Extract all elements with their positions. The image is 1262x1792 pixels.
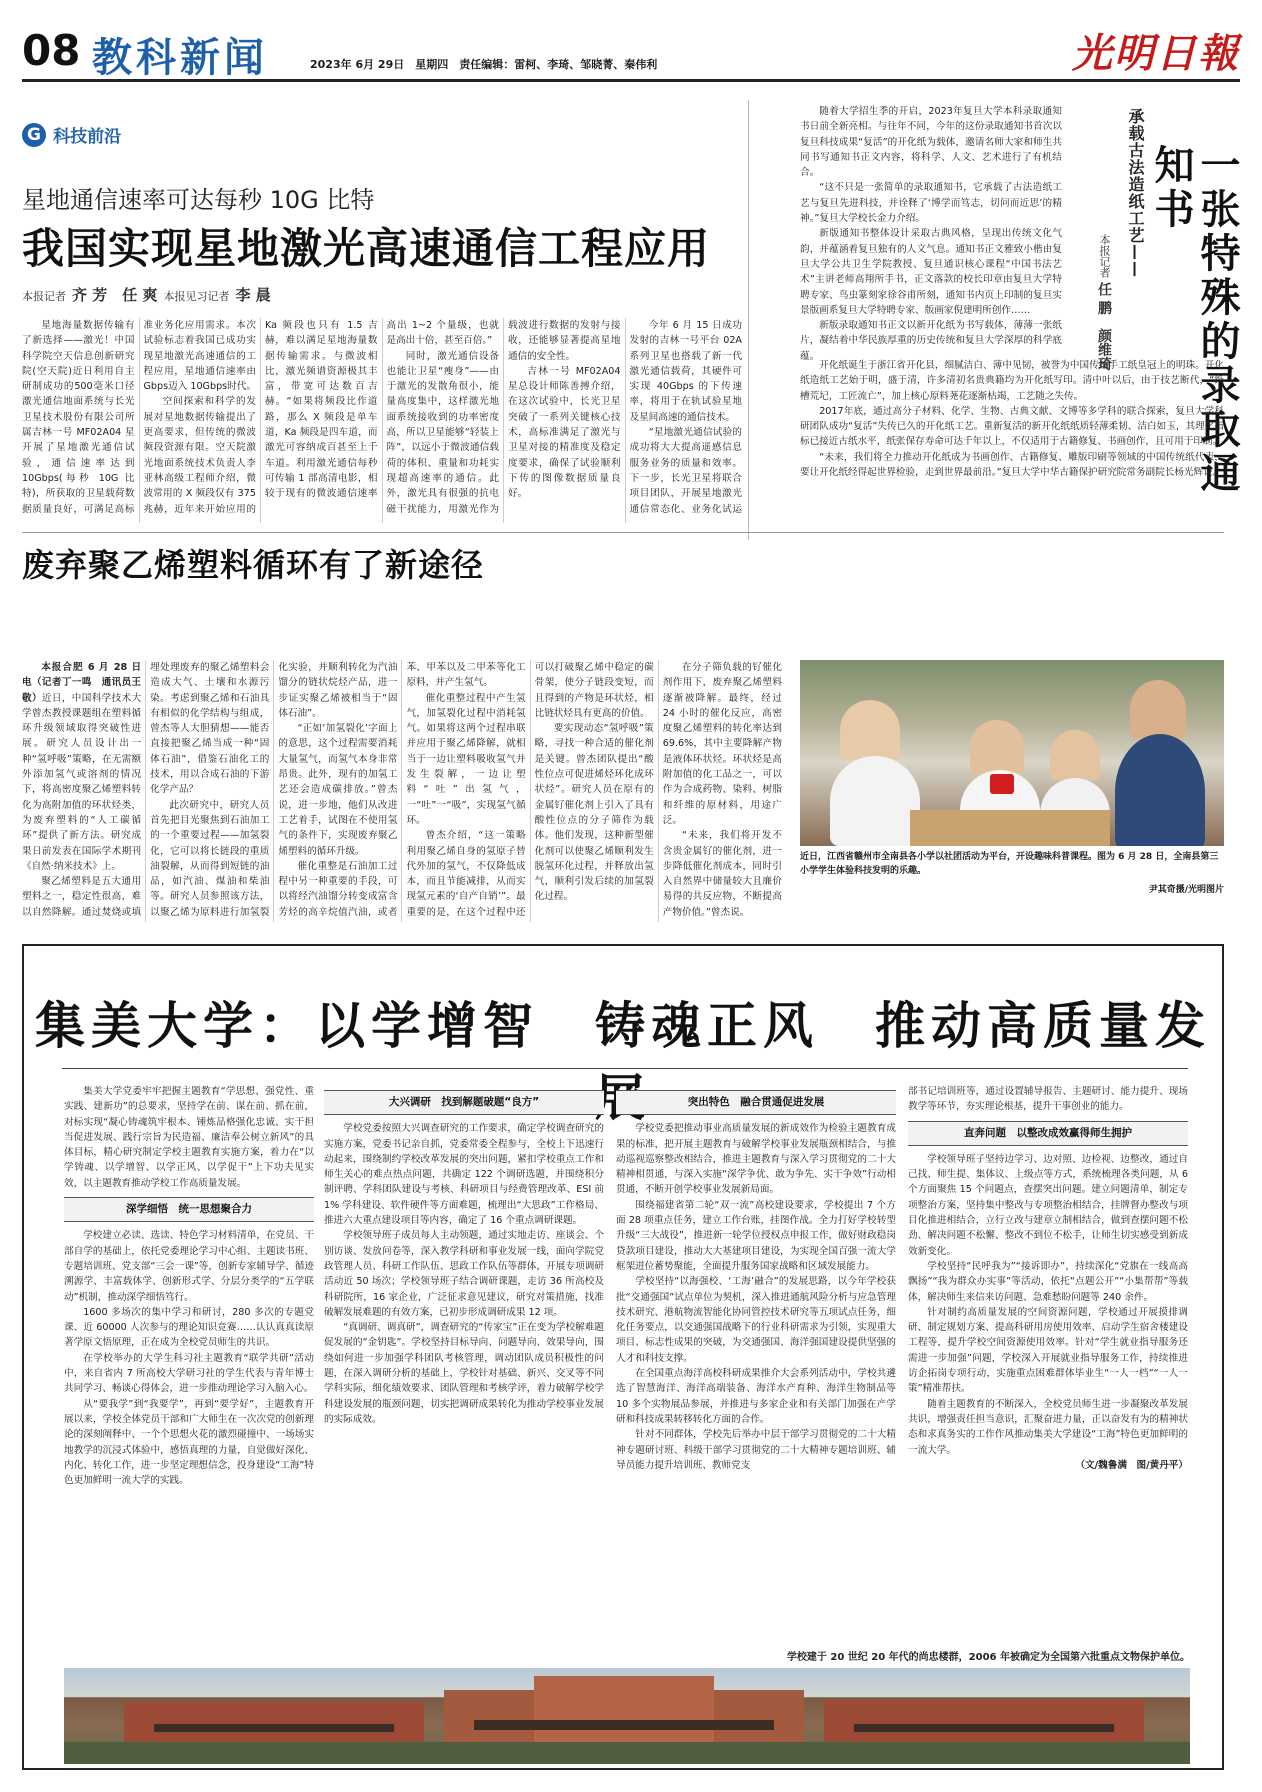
paragraph: “这不只是一张简单的录取通知书，它承载了古法造纸工艺与复旦先进科技，并诠释了‘博学而笃志，切问而近思’的精神。”复旦大学校长金力介绍。 bbox=[800, 182, 1062, 225]
g-logo-icon: G bbox=[22, 123, 46, 147]
paragraph: 新版通知书整体设计采取古典风格，呈现出传统文化气韵，并蕴涵着复旦独有的人文气息。通知书正文雅致小楷由复旦大学公共卫生学院教授、复旦通识核心课程“中国书法艺术”主讲老师高翔所手书，正文落款的校长印章由复旦大学特聘专家、鸟虫篆刻家徐谷甫所刻，通知书内页上印制的复旦实景版画系复旦大学特聘专家、版画家倪建明所创作…… bbox=[800, 228, 1062, 316]
signature: （文/魏鲁满 图/黄丹平） bbox=[1075, 1459, 1188, 1471]
paragraph: 空间探索和科学的发展对星地数据传输提出了更高要求，但传统的微波频段资源有限。空天院激光地面系统技术负责人李亚林高级工程师介绍，微波常用的 X 频段仅有 375 兆赫，近年来开始应用的 Ka 频段也只有 1.5 吉赫，难以满足星地海量数据传输需求。与微波相比，激光频谱资源极其丰富，带宽可达数百吉赫。“如果将频段比作道路，那么 X 频段是单车道，Ka 频段是四车道，而激光可容纳成百甚至上千车道。利用激光通信每秒可传输 1 部高清电影，相较于现有的微波通信速率高出 1~2 个量级，也就是高出十倍，甚至百倍。” bbox=[143, 320, 499, 515]
byline-mid: 本报见习记者 bbox=[163, 290, 230, 303]
masthead bbox=[22, 18, 1240, 82]
special-column-4 bbox=[908, 1084, 1188, 1644]
feature-byline bbox=[1094, 234, 1114, 375]
campus-building-photo bbox=[64, 1668, 1190, 1764]
paragraph: 随着主题教育的不断深入，全校党员师生进一步凝聚改革发展共识，增强责任担当意识，汇聚奋进力量，正以奋发有为的精神状态和求真务实的工作作风推动集美大学建设“工海”特色更加鲜明的一流大学。 bbox=[908, 1398, 1188, 1456]
paragraph: 学校党委按照大兴调查研究的工作要求，确定学校调查研究的实施方案，党委书记亲自抓，党委常委全程参与，全校上下迅速行动起来，围绕制约学校改革发展的突出问题，紧扣学校重点工作和师生关心的难点热点问题，共确定 122 个调研选题，并围绕积分制评聘、学科团队建设与考核、科研项目与经费管理改革、ESI 前 1% 学科建设、软件硬件等方面难题，梳理出“大思政”工作格局、推进六大重点建设项目等内容，确定了 16 个重点调研课题。 bbox=[324, 1123, 604, 1227]
article1-headline: 我国实现星地激光高速通信工程应用 bbox=[22, 224, 711, 273]
paragraph: 从“要我学”到“我要学”，再到“要学好”，主题教育开展以来，学校全体党员干部和广大师生在一次次党的创新理论的深刻阐释中、一个个思想火花的激烈碰撞中、一场场实地教学的沉浸式体验中，感悟真理的力量，自觉做好深化、内化、转化工作，进一步坚定理想信念，投身建设“工海”特色更加鲜明一流大学的实践。 bbox=[64, 1398, 314, 1487]
photo-caption: 学校建于 20 世纪 20 年代的尚忠楼群，2006 年被确定为全国第六批重点文物保护单位。 bbox=[786, 1652, 1190, 1663]
paragraph: 集美大学党委牢牢把握主题教育“学思想、强党性、重实践、建新功”的总要求，坚持学在前、谋在前、抓在前，对标实现“凝心铸魂筑牢根本、锤炼品格强化忠诚、实干担当促进发展、践行宗旨为民造福、廉洁奉公树立新风”的具体目标，精心研究制定学校主题教育实施方案，着力在“以学铸魂、以学增智、以学正风、以学促干”上下功夫见实效，以主题教育推动学校工作高质量发展。 bbox=[64, 1086, 314, 1189]
feature-kicker: 承载古法造纸工艺—— bbox=[1126, 108, 1145, 278]
subheading: 突出特色 融合贯通促进发展 bbox=[616, 1090, 896, 1115]
byline-reporters: 任 鹏 颜维琦 bbox=[1096, 282, 1112, 371]
paragraph: 新版录取通知书正文以新开化纸为书写载体，薄薄一张纸片，凝结着中华民族厚重的历史传统和复旦大学深厚的科学底蕴。 bbox=[800, 320, 1062, 362]
article1-byline bbox=[22, 284, 277, 305]
special-column-3 bbox=[616, 1084, 896, 1644]
paragraph: 在学校举办的大学生科习社主题教育“联学共研”活动中，来自省内 7 所高校大学研习社的学生代表与青年博士共同学习、畅谈心得体会，进一步推动理论学习入脑入心。 bbox=[64, 1352, 314, 1395]
divider bbox=[62, 1068, 1188, 1069]
page-number: 08 bbox=[22, 26, 81, 75]
paragraph: 针对不同群体，学校先后举办中层干部学习贯彻党的二十大精神专题研讨班、科级干部学习贯彻党的二十大精神专题培训班、辅导员能力提升培训班、教师党支 bbox=[616, 1429, 896, 1471]
paragraph: 2017年底，通过高分子材料、化学、生物、古典文献、文博等多学科的联合探索，复旦大学科研团队成功“复活”失传已久的开化纸工艺。重新复活的新开化纸纸质轻薄柔韧、洁白如玉，其理化指标已接近古纸水平，纸张保存寿命可达千年以上，不仅适用于古籍修复、书画创作，且可用于印刷。 bbox=[800, 405, 1224, 448]
paragraph: 随着大学招生季的开启，2023年复旦大学本科录取通知书日前全新亮相。与往年不同，今年的这份录取通知书首次以复旦科技成果“复活”的开化纸为载体，邀请名师大家和师生共同书写通知书正文内容，将科学、人文、艺术进行了有机结合。 bbox=[800, 106, 1062, 179]
paragraph: 学校坚持“以海强校、‘工海’融合”的发展思路，以今年学校获批“交通强国”试点单位为契机，深入推进通航风险分析与应急管理技术研究、港航物流智能化协同管控技术研究等五项试点任务，细化任务要点，以交通强国战略下的行业科研需求为引领，实现重大项目、标志性成果的突破，为交通强国、海洋强国建设提供坚强的人才和科技支撑。 bbox=[616, 1276, 896, 1364]
special-column-2 bbox=[324, 1084, 604, 1644]
article1-subhead: 星地通信速率可达每秒 10G 比特 bbox=[22, 186, 375, 214]
paragraph: 围绕福建省第二轮“双一流”高校建设要求，学校提出 7 个方面 28 项重点任务，建立工作台账，挂图作战。全力打好学校转型升级“三大战役”，推进新一轮学位授权点申报工作，做好财政稳岗贷款项目建设，推动大大基建项目建设，为实现全国百强一流大学框架进位蓄势聚能，全面提升服务国家战略和区域发展能力。 bbox=[616, 1199, 896, 1272]
newspaper-logo: 光明日報 bbox=[1072, 30, 1240, 77]
paragraph: “真调研、调真研”，调查研究的“传家宝”正在变为学校解难题促发展的“金钥匙”。学校坚持目标导向、问题导向、效果导向，围绕如何进一步加强学科团队考核管理，调动团队成员积极性的问题，在深入调研分析的基础上，学校针对基础、新兴、交叉等不同学科实际，细化绩效要求、团队管理和考核学评，着力破解学校学科建设发展的瓶颈问题，切实把调研成果转化为推动学校事业发展的实际成效。 bbox=[324, 1322, 604, 1425]
column-brand bbox=[22, 122, 121, 147]
byline-reporters: 齐 芳 任 爽 bbox=[72, 286, 158, 304]
lead-dateline: 本报合肥 6 月 28 日电（记者丁一鸣 通讯员王敬） bbox=[22, 662, 142, 704]
section-divider bbox=[22, 532, 1224, 533]
lead-text: 近日，中国科学技术大学曾杰教授课题组在塑料循环升级领域取得突破性进展。研究人员设计出一种“氢呼吸”策略，在无需额外添加氢气或溶剂的情况下，将高密度聚乙烯塑料转化为高附加值的环状烃类，为废弃塑料的“人工碳循环”提供了新方法。研究成果日前发表在国际学术期刊《自然·纳米技术》上。 bbox=[22, 692, 142, 872]
paragraph: “星地激光通信试验的成功将大大提高遥感信息服务业务的质量和效率。下一步，长光卫星将联合项目团队，开展星地激光通信常态化、业务化试运 bbox=[629, 427, 742, 515]
paragraph: 针对制约高质量发展的空间资源问题，学校通过开展摸排调研、制定规划方案、提高科研用房使用效率、启动学生宿舍楼建设工程等，提升学校空间资源使用效率。针对“学生就业指导服务还需进一步加强”问题，学校深入开展就业指导服务工作，持续推进访企拓岗专项行动，实施重点困难群体毕业生“一人一档”“一人一策”精准帮扶。 bbox=[908, 1306, 1188, 1395]
paragraph: 吉林一号 MF02A04 星总设计师陈善搏介绍，在这次试验中，长光卫星突破了一系列关键核心技术，高标准满足了激光与卫星对接的精准度及稳定度要求，确保了试验顺利下传的图像数据质量良好。 bbox=[508, 365, 621, 500]
column-divider bbox=[748, 100, 749, 540]
paragraph: 在全国重点海洋高校科研成果推介大会系列活动中，学校共遴选了智慧海洋、海洋高端装备、海洋水产育种、海洋生物制品等 10 多个实物展品参展，并推进与多家企业和有关部门加强在产学研和科技成果转移转化方面的合作。 bbox=[616, 1368, 896, 1425]
special-section bbox=[22, 944, 1224, 1770]
paragraph: 学校坚持“民呼我为”“接诉即办”，持续深化“党旗在一线高高飘扬”“我为群众办实事”等活动，依托“点题公开”“小集帮帮”等载体，解决师生来信来访问题、急难愁盼问题等 240 余件。 bbox=[908, 1260, 1188, 1303]
photo-caption: 近日，江西省赣州市全南县各小学以社团活动为平台，开设趣味科普课程。图为 6 月 28 日，全南县第三小学学生体验科技发明的乐趣。 bbox=[800, 852, 1219, 876]
column-label: 科技前沿 bbox=[53, 127, 122, 147]
article1-body bbox=[22, 318, 742, 523]
article2-body bbox=[22, 660, 782, 922]
paragraph: 催化重整是石油加工过程中另一种重要的手段，可以将经汽油馏分转变成富含芳烃的高辛烷值汽油，或者苯、甲苯以及二甲苯等化工原料，并产生氢气。 bbox=[278, 662, 526, 918]
paragraph: 在分子筛负载的钌催化剂作用下，废弃聚乙烯塑料逐渐被降解。最终，经过 24 小时的催化反应，高密度聚乙烯塑料的转化率达到 69.6%，其中主要降解产物是液体环状烃。环状烃是高附加值的化工品之一，可以作为合成药物、染料、树脂和纤维的原材料，用途广泛。 bbox=[662, 662, 782, 826]
paragraph: 部书记培训班等，通过设置辅导报告、主题研讨、能力提升、现场教学等环节，夯实理论根基，提升干事创业的能力。 bbox=[908, 1086, 1188, 1113]
paragraph bbox=[22, 660, 141, 874]
paragraph: 曾杰介绍，“这一策略利用聚乙烯自身的氢原子替代外加的氢气，不仅降低成本，而且节能减排，从而实现氢元素的‘自产自销’”。最重要的是，在这个过程中还可以打破聚乙烯中稳定的碳骨架，使分子链段变短，而且得到的产物是环状烃，相比链状烃具有更高的价值。 bbox=[406, 662, 654, 918]
classroom-photo bbox=[800, 660, 1224, 846]
paragraph: 1600 多场次的集中学习和研讨，280 多次的专题党课、近 60000 人次参与的理论知识竞赛……认认真真读原著学原文悟原理，正在成为全校党员师生的共识。 bbox=[64, 1306, 314, 1349]
section-name: 教科新闻 bbox=[92, 35, 268, 81]
byline-trainee: 李 晨 bbox=[235, 286, 271, 304]
paragraph: 同时，激光通信设备也能让卫星“瘦身”——由于激光的发散角很小，能量高度集中，这样激光地面系统接收到的功率密度高，所以卫星能够“轻装上阵”，以远小于微波通信载荷的体积、重量和功耗实现超高速率的通信。此外，激光具有很强的抗电磁干扰能力，用激光作为载波进行数据的发射与接收，还能够显著提高星地通信的安全性。 bbox=[386, 320, 621, 515]
paragraph: 今年 6 月 15 日成功发射的吉林一号平台 02A 系列卫星也搭载了新一代激光通信载荷，其硬件可实现 40Gbps 的下传速率，将用于在轨试验星地及星间高速的通信技术。 bbox=[629, 320, 742, 423]
paragraph: 要实现动态“氢呼吸”策略，寻找一种合适的催化剂是关键。曾杰团队提出“酸性位点可促进烯烃环化成环状烃”。研究人员在原有的金属钌催化剂上引入了具有酸性位点的分子筛作为载体。他们发现，这种新型催化剂可以使聚乙烯顺利发生脱氢环化过程，并释放出氢气，顺利引发后续的加氢裂化过程。 bbox=[534, 723, 654, 903]
paragraph: 学校党委把推动事业高质量发展的新成效作为检验主题教育成果的标准，把开展主题教育与破解学校事业发展瓶颈相结合，与推动巡视巡察整改相结合，推进主题教育与深入学习贯彻党的二十大精神相贯通，与深入实施“深学争优、敢为争先、实干争效”行动相贯通，不断开创学校事业发展新局面。 bbox=[616, 1123, 896, 1196]
subheading: 直奔问题 以整改成效赢得师生拥护 bbox=[908, 1121, 1188, 1146]
article2-headline: 废弃聚乙烯塑料循环有了新途径 bbox=[22, 546, 485, 584]
paragraph: 催化重整过程中产生氢气，加氢裂化过程中消耗氢气。如果将这两个过程串联并应用于聚乙烯降解，就相当于一边让塑料吸收氢气并发生裂解，一边让塑料“吐”出氢气，一“吐”一“吸”，实现氢气循环。 bbox=[406, 692, 526, 826]
paragraph: 学校领导班子成员每人主动领题，通过实地走访、座谈会、个别访谈、发放问卷等，深入教学科研和事业发展一线，面向学院党政管理人员、科研工作队伍、思政工作队伍等群体，开展专项调研活动近 50 场次；学校领导班子结合调研课题，走访 36 所高校及科研院所，16 家企业，广泛征求意见建议，研究对策措施，找准破解发展难题的有效方案，已初步形成调研成果 12 项。 bbox=[324, 1230, 604, 1318]
paragraph: “未来，我们将开发不含贵金属钌的催化剂，进一步降低催化剂成本，同时引入自然界中储量较大且廉价易得的共反应物，不断提高产物价值。”曾杰说。 bbox=[662, 830, 782, 918]
subheading: 深学细悟 统一思想聚合力 bbox=[64, 1197, 314, 1222]
date-line: 2023年 6月 29日 星期四 责任编辑：雷柯、李琦、邹晓菁、秦伟利 bbox=[310, 58, 658, 71]
byline-prefix: 本报记者 bbox=[22, 290, 66, 303]
paragraph: 星地海量数据传输有了新选择——激光！中国科学院空天信息创新研究院(空天院)近日利用自主研制成功的500毫米口径激光通信地面系统与长光卫星技术股份有限公司所属吉林一号 MF02A04 星开展了星地激光通信试验，通信速率达到 10Gbps(每秒 10G 比特)，所获取的卫星载荷数据质量良好，可满足高标准业务化应用需求。本次试验标志着我国已成功实现星地激光高速通信的工程应用，星地通信速率由 Gbps迈入 10Gbps时代。 bbox=[22, 320, 256, 515]
paragraph: “正如‘加氢裂化’字面上的意思，这个过程需要消耗大量氢气，而氢气本身非常昂贵。此外，现有的加氢工艺还会造成碳排放。”曾杰说，进一步地，他们从改进工艺着手，试图在不使用氢气的条件下，实现废弃聚乙烯塑料的循环升级。 bbox=[278, 723, 398, 857]
subheading: 大兴调研 找到解题破题“良方” bbox=[324, 1090, 604, 1115]
special-headline: 集美大学：以学增智 铸魂正风 推动高质量发 bbox=[35, 996, 1211, 1055]
paragraph: 学校建立必读、选读、特色学习材料清单，在党员、干部自学的基础上，依托党委理论学习中心组、主题读书班、专题培训班、党支部“三会一课”等，创新专家辅导学、循迹溯源学、丰富载体学、创新形式学、分层分类学的“五学联动”机制，推动深学细悟笃行。 bbox=[64, 1230, 314, 1303]
paragraph: 学校领导班子坚持边学习、边对照、边检视、边整改，通过自己找、师生提、集体议、上级点等方式，系统梳理各类问题，从 6 个方面聚焦 15 个问题点，查摆突出问题。建立问题清单，制定专项整治方案，坚持集中整改与专项整治相结合，挂牌督办整改与项目化推进相结合，立行立改与建章立制相结合，做到查摆问题不松劲、解决问题不松懈、整改不到位不松手，让师生切实感受到新成效新变化。 bbox=[908, 1153, 1188, 1257]
paragraph: 聚乙烯塑料是五大通用塑料之一，稳定性很高，难以自然降解。通过焚烧或填埋处理废弃的聚乙烯塑料会造成大气、土壤和水源污染。考虑到聚乙烯和石油具有相似的化学结构与组成，曾杰等人大胆猜想——能否直接把聚乙烯当成一种“固体石油”，借鉴石油化工的技术，用以合成石油的下游化学产品？ bbox=[22, 662, 270, 918]
byline-label: 本报记者 bbox=[1098, 234, 1111, 278]
special-column-1 bbox=[64, 1084, 314, 1644]
paragraph: 此次研究中，研究人员首先把目光聚焦到石油加工的一个重要过程——加氢裂化，它可以将长链段的重质油裂解，从而得到短链的油品，如汽油、煤油和柴油等。研究人员参照该方法，以聚乙烯为原料进行加氢裂化实验，并顺利转化为汽油馏分的链状烷烃产品，进一步证实聚乙烯被相当于“固体石油”。 bbox=[150, 662, 398, 918]
feature-title: 一张特殊的录取通知书 bbox=[1148, 144, 1241, 496]
paragraph: 开化纸诞生于浙江省开化县，细腻洁白、薄中见韧，被誉为中国传统手工纸皇冠上的明珠。开化纸造纸工艺始于明，盛于清，许多清初名贵典籍均为开化纸写印。清中叶以后，由于技艺断代，“纸槽荒圮，工匠流亡”，加上核心原料荛花逐渐枯竭，工艺随之失传。 bbox=[800, 360, 1224, 402]
feature-body-bottom bbox=[800, 358, 1224, 528]
paragraph: “未来，我们将全力推动开化纸成为书画创作、古籍修复、雕版印刷等领域的中国传统纸代表，要让开化纸经得起世界检验，走到世界最前沿。”复旦大学中华古籍保护研究院常务副院长杨光辉说。 bbox=[800, 451, 1224, 479]
photo-credit: 尹其奇摄/光明图片 bbox=[1148, 885, 1224, 895]
